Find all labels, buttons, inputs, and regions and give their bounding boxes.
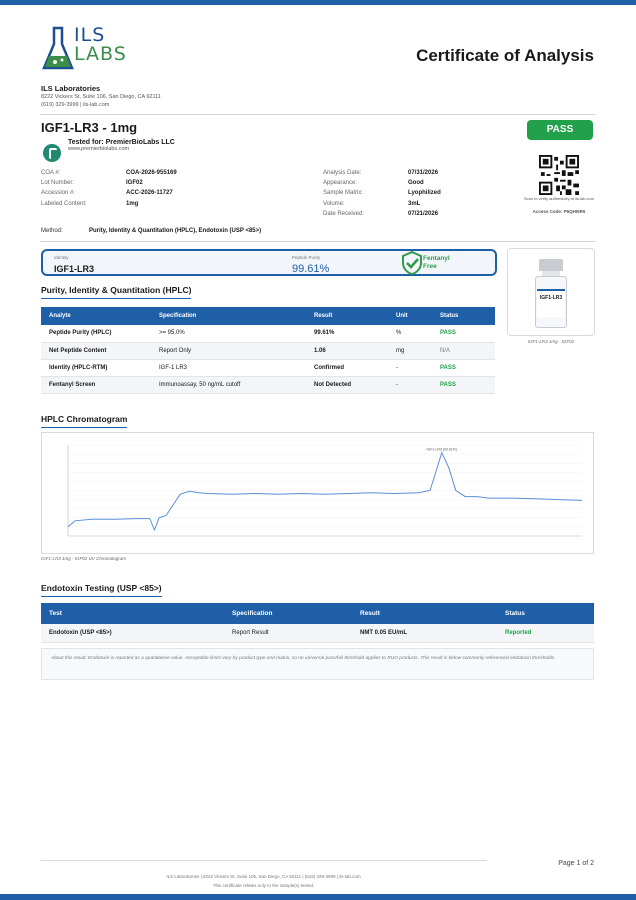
qr-note: Scan to verify authenticity at ils-lab.com bbox=[523, 196, 595, 201]
table-row bbox=[41, 359, 495, 376]
info-label: Date Received: bbox=[323, 210, 365, 217]
info-value: Lyophilized bbox=[408, 190, 441, 197]
info-volume bbox=[323, 199, 441, 209]
endotoxin-note: About this result: Endotoxin is reported as a quantitative value. Acceptable limits vary by product type and matrix, so no universal pass/fail threshold applies to RUO products. This result is below commonly referenced endotoxin thresholds. bbox=[41, 648, 594, 680]
logo-wordmark-top: ILS bbox=[74, 24, 106, 46]
purity-table bbox=[41, 307, 495, 394]
client-logo-icon bbox=[43, 144, 61, 162]
table-row bbox=[41, 325, 495, 342]
info-right-column bbox=[323, 168, 441, 219]
series-line bbox=[68, 453, 582, 530]
col-header: Specification bbox=[151, 307, 306, 325]
chart-grid bbox=[68, 445, 582, 536]
cell-unit: % bbox=[388, 325, 432, 342]
cell-status: N/A bbox=[432, 342, 495, 359]
info-coa bbox=[41, 168, 177, 178]
info-lot bbox=[41, 178, 177, 188]
fentanyl-free-label bbox=[423, 255, 450, 270]
chromatogram-svg bbox=[42, 433, 595, 555]
identity-label: Identity bbox=[54, 255, 69, 260]
info-label: Labeled Content: bbox=[41, 200, 87, 207]
peak-label: IGF1-LR3 (99.61%) bbox=[426, 447, 458, 452]
cell-result: NMT 0.05 EU/mL bbox=[352, 624, 497, 642]
cell-result: 99.61% bbox=[306, 325, 388, 342]
footer-divider bbox=[40, 860, 487, 861]
info-value: 07/21/2026 bbox=[408, 210, 439, 217]
cell-status: PASS bbox=[432, 376, 495, 393]
product-image bbox=[507, 248, 595, 336]
logo-wordmark-bottom: LABS bbox=[74, 43, 127, 65]
identity-value: IGF1-LR3 bbox=[54, 264, 95, 274]
endotoxin-section-title: Endotoxin Testing (USP <85>) bbox=[41, 583, 162, 593]
cell-spec: Report Only bbox=[151, 342, 306, 359]
chromatogram-caption: IGF1-LR3 1mg - IGF02 UV Chromatogram bbox=[41, 556, 127, 561]
info-value: 3mL bbox=[408, 200, 421, 207]
cell-status: Reported bbox=[497, 624, 594, 642]
endotoxin-table bbox=[41, 603, 594, 643]
lab-contact: (619) 329-3999 | ils-lab.com bbox=[41, 102, 110, 108]
summary-box bbox=[41, 249, 497, 276]
info-label: Analysis Date: bbox=[323, 170, 362, 177]
table-row bbox=[41, 342, 495, 359]
info-appearance bbox=[323, 178, 441, 188]
page-title: Certificate of Analysis bbox=[416, 46, 594, 65]
col-header: Status bbox=[432, 307, 495, 325]
cell-spec: >= 95.0% bbox=[151, 325, 306, 342]
divider bbox=[40, 241, 596, 242]
table-header-row bbox=[41, 603, 594, 624]
product-image-caption: IGF1-LR3 1mg - IGF02 bbox=[527, 339, 575, 344]
lab-info bbox=[41, 84, 161, 109]
cell-result: Not Detected bbox=[306, 376, 388, 393]
chromatogram-chart bbox=[41, 432, 594, 554]
info-label: Sample Matrix: bbox=[323, 190, 364, 197]
cell-unit: mg bbox=[388, 342, 432, 359]
info-value: COA-2026-955169 bbox=[126, 170, 177, 177]
fentanyl-line2: Free bbox=[423, 262, 437, 270]
cell-analyte: Peptide Purity (HPLC) bbox=[41, 325, 151, 342]
info-label: Lot Number: bbox=[41, 180, 75, 187]
col-header: Test bbox=[41, 603, 224, 624]
col-header: Analyte bbox=[41, 307, 151, 325]
cell-unit: - bbox=[388, 376, 432, 393]
purity-value: 99.61% bbox=[292, 263, 330, 275]
bottom-accent-bar bbox=[0, 894, 636, 900]
table-header-row bbox=[41, 307, 495, 325]
col-header: Status bbox=[497, 603, 594, 624]
top-accent-bar bbox=[0, 0, 636, 5]
info-label: Accession #: bbox=[41, 190, 76, 197]
col-header: Specification bbox=[224, 603, 352, 624]
info-analysis-date bbox=[323, 168, 441, 178]
info-date-received bbox=[323, 209, 441, 219]
info-value: Good bbox=[408, 180, 424, 187]
footer bbox=[40, 872, 487, 890]
cell-status: PASS bbox=[432, 325, 495, 342]
info-label: Volume: bbox=[323, 200, 345, 207]
client-info bbox=[68, 139, 175, 152]
info-labeled-content bbox=[41, 199, 177, 209]
info-value: IGF02 bbox=[126, 180, 143, 187]
info-value: ACC-2026-11727 bbox=[126, 190, 173, 197]
pass-badge: PASS bbox=[527, 120, 593, 140]
info-label: COA #: bbox=[41, 170, 61, 177]
purity-section-title: Purity, Identity & Quantitation (HPLC) bbox=[41, 285, 192, 295]
logo-wordmark bbox=[74, 26, 127, 64]
cell-unit: - bbox=[388, 359, 432, 376]
shield-check-icon bbox=[400, 251, 424, 275]
method-value: Purity, Identity & Quantitation (HPLC), Endotoxin (USP <85>) bbox=[89, 228, 262, 234]
col-header: Unit bbox=[388, 307, 432, 325]
cell-spec: Report Result bbox=[224, 624, 352, 642]
table-row bbox=[41, 376, 495, 393]
cell-result: Confirmed bbox=[306, 359, 388, 376]
method-label: Method: bbox=[41, 228, 63, 234]
method-line bbox=[41, 228, 261, 234]
chromatogram-section-title: HPLC Chromatogram bbox=[41, 414, 128, 424]
cell-spec: IGF-1 LR3 bbox=[151, 359, 306, 376]
client-url[interactable]: www.premierbiolabs.com bbox=[68, 146, 130, 152]
info-accession bbox=[41, 188, 177, 198]
tested-for: Tested for: PremierBioLabs LLC bbox=[68, 139, 175, 146]
divider bbox=[40, 114, 596, 115]
lab-name: ILS Laboratories bbox=[41, 84, 101, 93]
info-value: 1mg bbox=[126, 200, 139, 207]
cell-analyte: Net Peptide Content bbox=[41, 342, 151, 359]
cell-spec: Immunoassay, 50 ng/mL cutoff bbox=[151, 376, 306, 393]
access-code: Access Code: P5QHI5R5 bbox=[532, 209, 586, 214]
col-header: Result bbox=[306, 307, 388, 325]
cell-analyte: Identity (HPLC-RTM) bbox=[41, 359, 151, 376]
info-sample-matrix bbox=[323, 188, 441, 198]
info-left-column bbox=[41, 168, 177, 209]
qr-code-icon[interactable] bbox=[539, 155, 579, 195]
product-name: IGF1-LR3 - 1mg bbox=[41, 120, 138, 135]
cell-result: 1.06 bbox=[306, 342, 388, 359]
page-number: Page 1 of 2 bbox=[558, 860, 594, 867]
purity-label: Peptide Purity bbox=[292, 255, 321, 260]
cell-status: PASS bbox=[432, 359, 495, 376]
footer-address: ILS Laboratories | 8222 Vickers St, Suite 106, San Diego, CA 92111 | (619) 329-3999 | ils-lab.com bbox=[166, 874, 361, 879]
vial-cap bbox=[539, 259, 563, 271]
table-row bbox=[41, 624, 594, 642]
vial-body bbox=[535, 276, 567, 328]
lab-address: 8222 Vickers St, Suite 106, San Diego, CA 92111 bbox=[41, 94, 161, 100]
vial-label: IGF1-LR3 bbox=[537, 289, 565, 317]
footer-disclaimer: This certificate relates only to the sample(s) tested. bbox=[212, 883, 315, 888]
fentanyl-line1: Fentanyl bbox=[423, 255, 450, 262]
cell-test: Endotoxin (USP <85>) bbox=[41, 624, 224, 642]
cell-analyte: Fentanyl Screen bbox=[41, 376, 151, 393]
info-value: 07/31/2026 bbox=[408, 170, 439, 177]
col-header: Result bbox=[352, 603, 497, 624]
info-label: Appearance: bbox=[323, 180, 358, 187]
